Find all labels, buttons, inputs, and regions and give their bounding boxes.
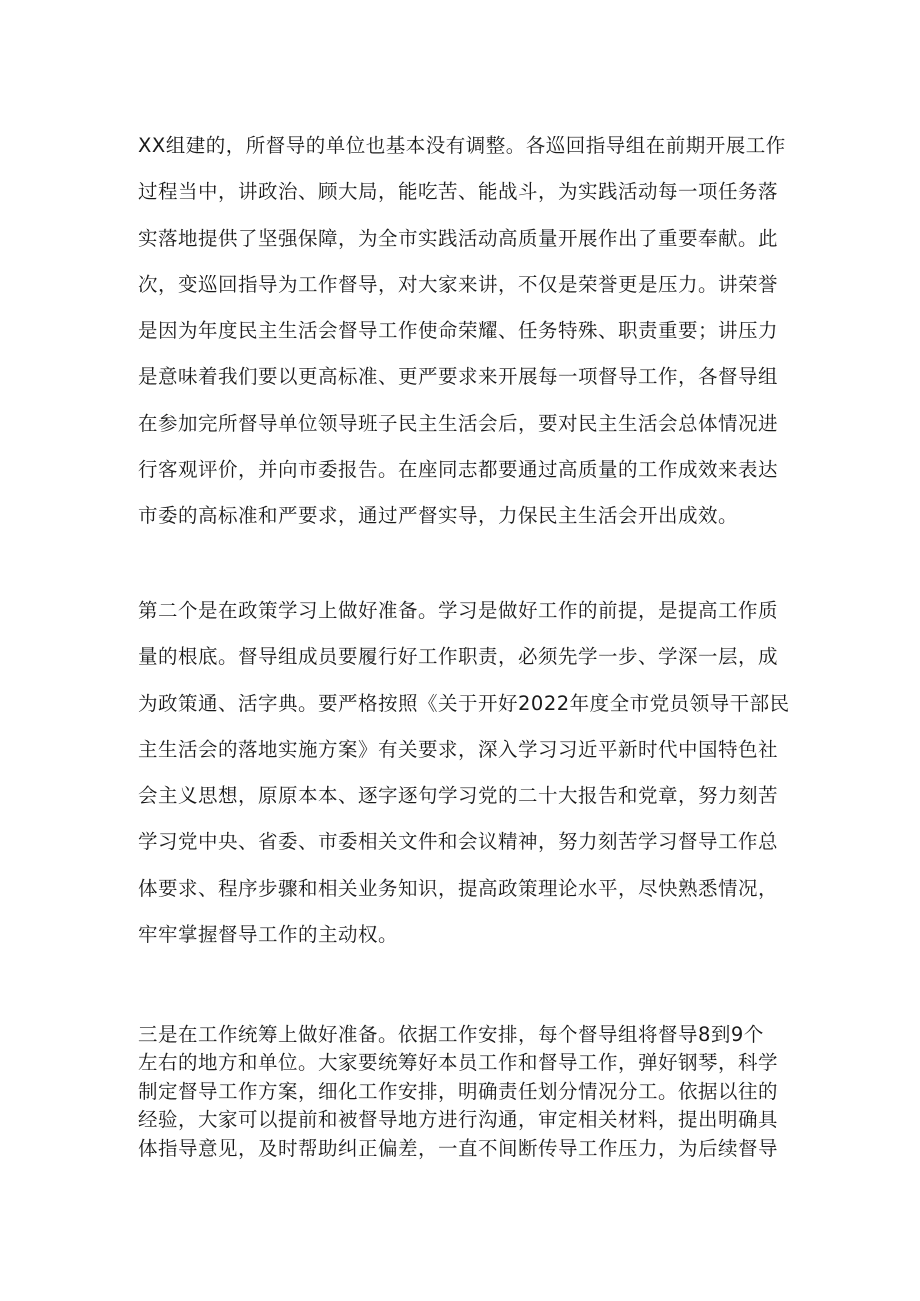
paragraph-2 (138, 588, 788, 958)
text-line: 三是在工作统筹上做好准备。依据工作安排，每个督导组将督导8到9个 (138, 1023, 764, 1046)
text-line: XX组建的，所督导的单位也基本没有调整。各巡回指导组在前期开展工作 (138, 134, 786, 157)
text-line: 行客观评价，并向市委报告。在座同志都要通过高质量的工作成效来表达 (138, 458, 779, 482)
text-line: 体指导意见，及时帮助纠正偏差，一直不间断传导工作压力，为后续督导 (138, 1136, 779, 1160)
text-line: 为政策通、活字典。要严格按照《关于开好2022年度全市党员领导干部民 (138, 691, 790, 715)
text-line: 牢牢掌握督导工作的主动权。 (138, 923, 399, 947)
text-line: 制定督导工作方案，细化工作安排，明确责任划分情况分工。依据以往的 (138, 1079, 779, 1103)
text-line: 学习党中央、省委、市委相关文件和会议精神，努力刻苦学习督导工作总 (138, 830, 779, 854)
text-line: 次，变巡回指导为工作督导，对大家来讲，不仅是荣誉更是压力。讲荣誉 (138, 272, 779, 296)
text-line: 左右的地方和单位。大家要统筹好本员工作和督导工作，弹好钢琴，科学 (138, 1051, 779, 1075)
text-line: 过程当中，讲政治、顾大局，能吃苦、能战斗，为实践活动每一项任务落 (138, 180, 779, 204)
text-line: 经验，大家可以提前和被督导地方进行沟通，审定相关材料，提出明确具 (138, 1108, 779, 1132)
text-line: 主生活会的落地实施方案》有关要求，深入学习习近平新时代中国特色社 (138, 737, 779, 761)
text-line: 实落地提供了坚强保障，为全市实践活动高质量开展作出了重要奉献。此 (138, 226, 779, 250)
text-line: 市委的高标准和严要求，通过严督实导，力保民主生活会开出成效。 (138, 504, 739, 528)
paragraph-3 (138, 1021, 788, 1163)
text-line: 是意味着我们要以更高标准、更严要求来开展每一项督导工作，各督导组 (138, 365, 779, 389)
text-line: 体要求、程序步骤和相关业务知识，提高政策理论水平，尽快熟悉情况， (138, 876, 779, 900)
text-line: 第二个是在政策学习上做好准备。学习是做好工作的前提，是提高工作质 (138, 599, 779, 622)
text-line: 是因为年度民主生活会督导工作使命荣耀、任务特殊、职责重要；讲压力 (138, 319, 779, 343)
text-line: 会主义思想，原原本本、逐字逐句学习党的二十大报告和党章，努力刻苦 (138, 784, 779, 808)
paragraph-1 (138, 123, 788, 540)
text-line: 在参加完所督导单位领导班子民主生活会后，要对民主生活会总体情况进 (138, 411, 779, 435)
text-line: 量的根底。督导组成员要履行好工作职责，必须先学一步、学深一层，成 (138, 645, 779, 669)
